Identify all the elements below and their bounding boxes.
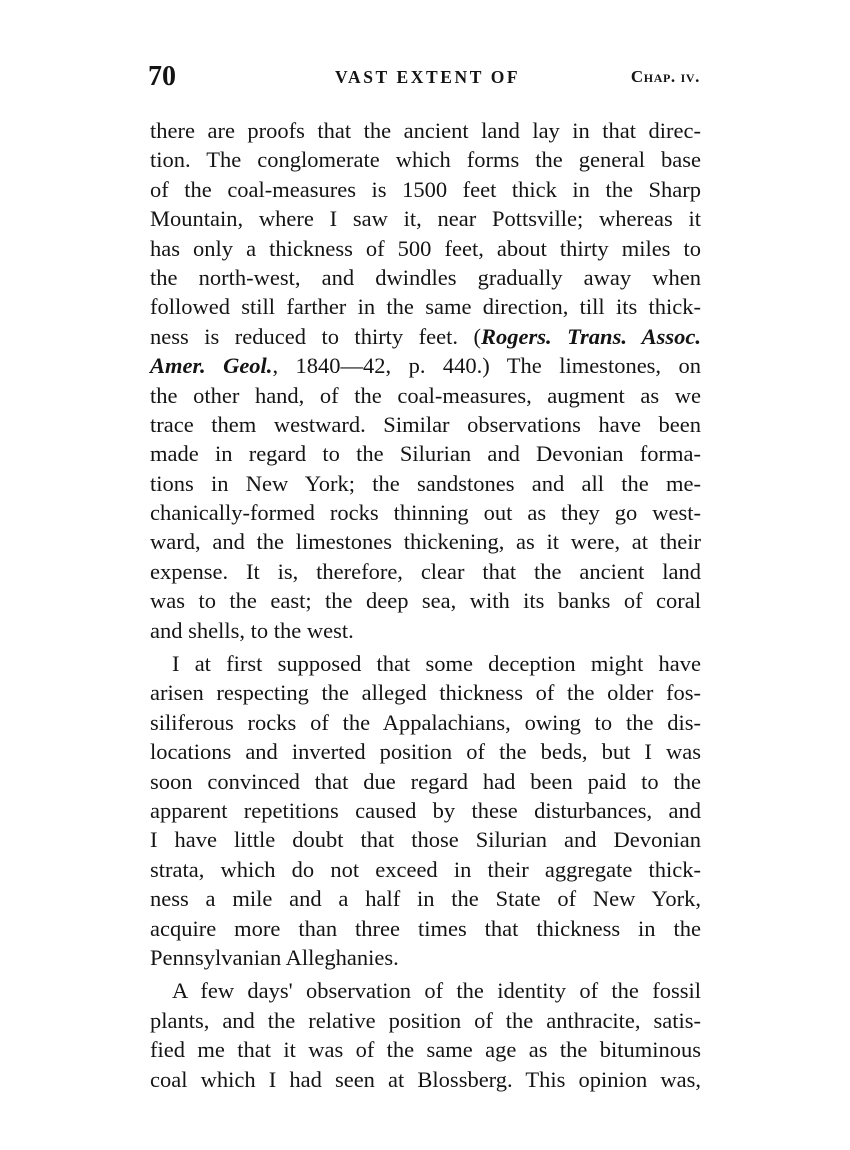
text-segment: , 1840—42, p. 440.) The limestones, on <box>272 353 701 379</box>
text-line: I at first supposed that some deception might have <box>172 651 701 677</box>
text-line: of the coal-measures is 1500 feet thick in the Sharp <box>150 176 701 202</box>
text-line: soon convinced that due regard had been paid to the <box>150 768 701 794</box>
text-line: locations and inverted position of the beds, but I was <box>150 739 701 765</box>
text-line: strata, which do not exceed in their aggregate thick- <box>150 856 701 882</box>
chapter-reference: Chap. iv. <box>630 67 700 86</box>
text-line <box>150 351 701 380</box>
text-line: A few days' observation of the identity of the fossil <box>172 978 701 1004</box>
text-line: there are proofs that the ancient land lay in that direc- <box>150 118 701 143</box>
text-line: ward, and the limestones thickening, as it were, at their <box>150 529 701 555</box>
text-line: expense. It is, therefore, clear that the ancient land <box>150 558 701 584</box>
citation-italic: Rogers. Trans. Assoc. <box>481 323 701 349</box>
citation-italic: Amer. Geol. <box>150 353 273 379</box>
text-line: chanically-formed rocks thinning out as they go west- <box>150 500 701 526</box>
text-line: trace them westward. Similar observations have been <box>150 411 701 437</box>
paragraph-3 <box>150 976 701 1094</box>
paragraph-1 <box>150 116 701 645</box>
text-line: made in regard to the Silurian and Devonian forma- <box>150 441 701 467</box>
text-line: has only a thickness of 500 feet, about thirty miles to <box>150 235 701 261</box>
text-line: tion. The conglomerate which forms the general base <box>150 147 701 173</box>
text-line: fied me that it was of the same age as the bituminous <box>150 1037 701 1063</box>
text-line: and shells, to the west. <box>150 617 354 643</box>
running-title: VAST EXTENT OF <box>335 67 521 87</box>
paragraph-2 <box>150 649 701 972</box>
text-line: arisen respecting the alleged thickness of the older fos- <box>150 680 701 706</box>
text-line: siliferous rocks of the Appalachians, owing to the dis- <box>150 709 701 735</box>
text-line: Pennsylvanian Alleghanies. <box>150 944 399 970</box>
text-line: plants, and the relative position of the anthracite, satis- <box>150 1007 701 1033</box>
text-line: coal which I had seen at Blossberg. This opinion was, <box>150 1066 701 1092</box>
text-line: followed still farther in the same direction, till its thick- <box>150 294 701 320</box>
text-line: was to the east; the deep sea, with its banks of coral <box>150 588 701 614</box>
text-segment: ness is reduced to thirty feet. ( <box>150 323 482 349</box>
page-header <box>148 60 700 94</box>
text-line: tions in New York; the sandstones and all the me- <box>150 470 701 496</box>
text-line: acquire more than three times that thickness in the <box>150 915 701 941</box>
text-line: Mountain, where I saw it, near Pottsville; whereas it <box>150 206 701 232</box>
text-line: ness a mile and a half in the State of New York, <box>150 886 701 912</box>
page-number: 70 <box>148 61 176 92</box>
text-line: apparent repetitions caused by these disturbances, and <box>150 797 701 823</box>
text-line: the north-west, and dwindles gradually away when <box>150 264 701 290</box>
text-line: the other hand, of the coal-measures, augment as we <box>150 382 701 408</box>
text-line: I have little doubt that those Silurian and Devonian <box>150 827 701 853</box>
text-line <box>150 322 701 351</box>
body-text <box>150 116 701 1094</box>
